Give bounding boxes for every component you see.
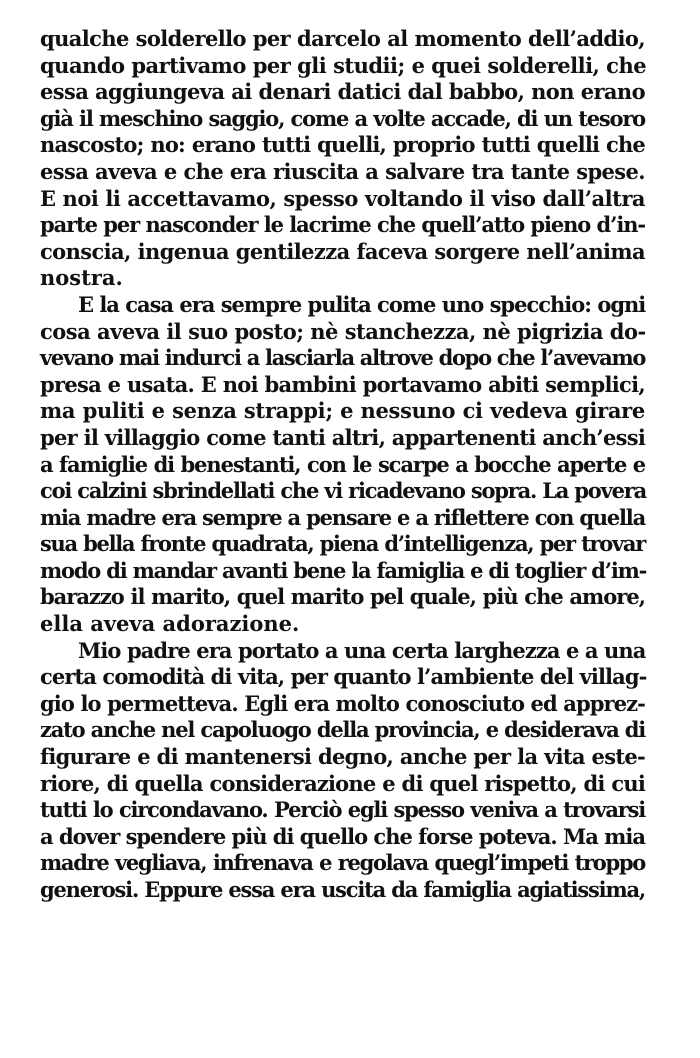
paragraph-start-line: Mio padre era portato a una certa larghezza e a una	[78, 637, 646, 663]
text-line: cosa aveva il suo posto; nè stanchezza, nè pigrizia do-	[40, 318, 646, 344]
text-line: madre vegliava, infrenava e regolava quegl’impeti troppo	[40, 850, 645, 876]
paragraph-start-line: E la casa era sempre pulita come uno specchio: ogni	[78, 291, 646, 317]
text-line: vevano mai indurci a lasciarla altrove dopo che l’avevamo	[40, 345, 646, 371]
text-line: sua bella fronte quadrata, piena d’intelligenza, per trovar	[40, 531, 645, 557]
text-line: mia madre era sempre a pensare e a riflettere con quella	[40, 504, 645, 530]
text-line: a famiglie di benestanti, con le scarpe a bocche aperte e	[40, 451, 645, 477]
text-line: coi calzini sbrindellati che vi ricadevano sopra. La povera	[40, 478, 647, 504]
text-line: nostra.	[40, 265, 123, 291]
text-line: qualche solderello per darcelo al momento dell’addio,	[40, 26, 645, 51]
text-line: essa aggiungeva ai denari datici dal babbo, non erano	[40, 79, 645, 105]
text-line: E noi li accettavamo, spesso voltando il viso dall’altra	[40, 185, 645, 211]
text-line: ma puliti e senza strappi; e nessuno ci vedeva girare	[40, 398, 645, 424]
text-line: modo di mandar avanti bene la famiglia e di toglier d’im-	[40, 557, 647, 583]
text-line: barazzo il marito, quel marito pel quale, più che amore,	[40, 584, 645, 610]
text-line: parte per nasconder le lacrime che quell’atto pieno d’in-	[40, 212, 645, 238]
text-line: a dover spendere più di quello che forse poteva. Ma mia	[40, 823, 645, 849]
text-line: essa aveva e che era riuscita a salvare tra tante spese.	[40, 158, 645, 184]
text-line: quando partivamo per gli studii; e quei solderelli, che	[40, 52, 647, 78]
text-line: presa e usata. E noi bambini portavamo abiti semplici,	[40, 371, 645, 397]
text-line: già il meschino saggio, come a volte accade, di un tesoro	[40, 105, 645, 131]
text-line: ella aveva adorazione.	[40, 611, 300, 637]
text-line: certa comodità di vita, per quanto l’ambiente del villag-	[40, 664, 647, 690]
text-line: riore, di quella considerazione e di quel rispetto, di cui	[40, 770, 645, 796]
page-body-text	[40, 26, 645, 904]
text-line: nascosto; no: erano tutti quelli, proprio tutti quelli che	[40, 132, 645, 158]
text-line: gio lo permetteva. Egli era molto conosciuto ed apprez-	[40, 690, 645, 716]
text-line: per il villaggio come tanti altri, appartenenti anch’essi	[40, 424, 646, 450]
text-line: generosi. Eppure essa era uscita da famiglia agiatissima,	[40, 877, 645, 902]
text-line: conscia, ingenua gentilezza faceva sorgere nell’anima	[40, 238, 645, 264]
text-line: zato anche nel capoluogo della provincia, e desiderava di	[40, 717, 645, 743]
text-line: figurare e di mantenersi degno, anche per la vita este-	[40, 744, 645, 770]
text-line: tutti lo circondavano. Perciò egli spesso veniva a trovarsi	[40, 797, 645, 823]
